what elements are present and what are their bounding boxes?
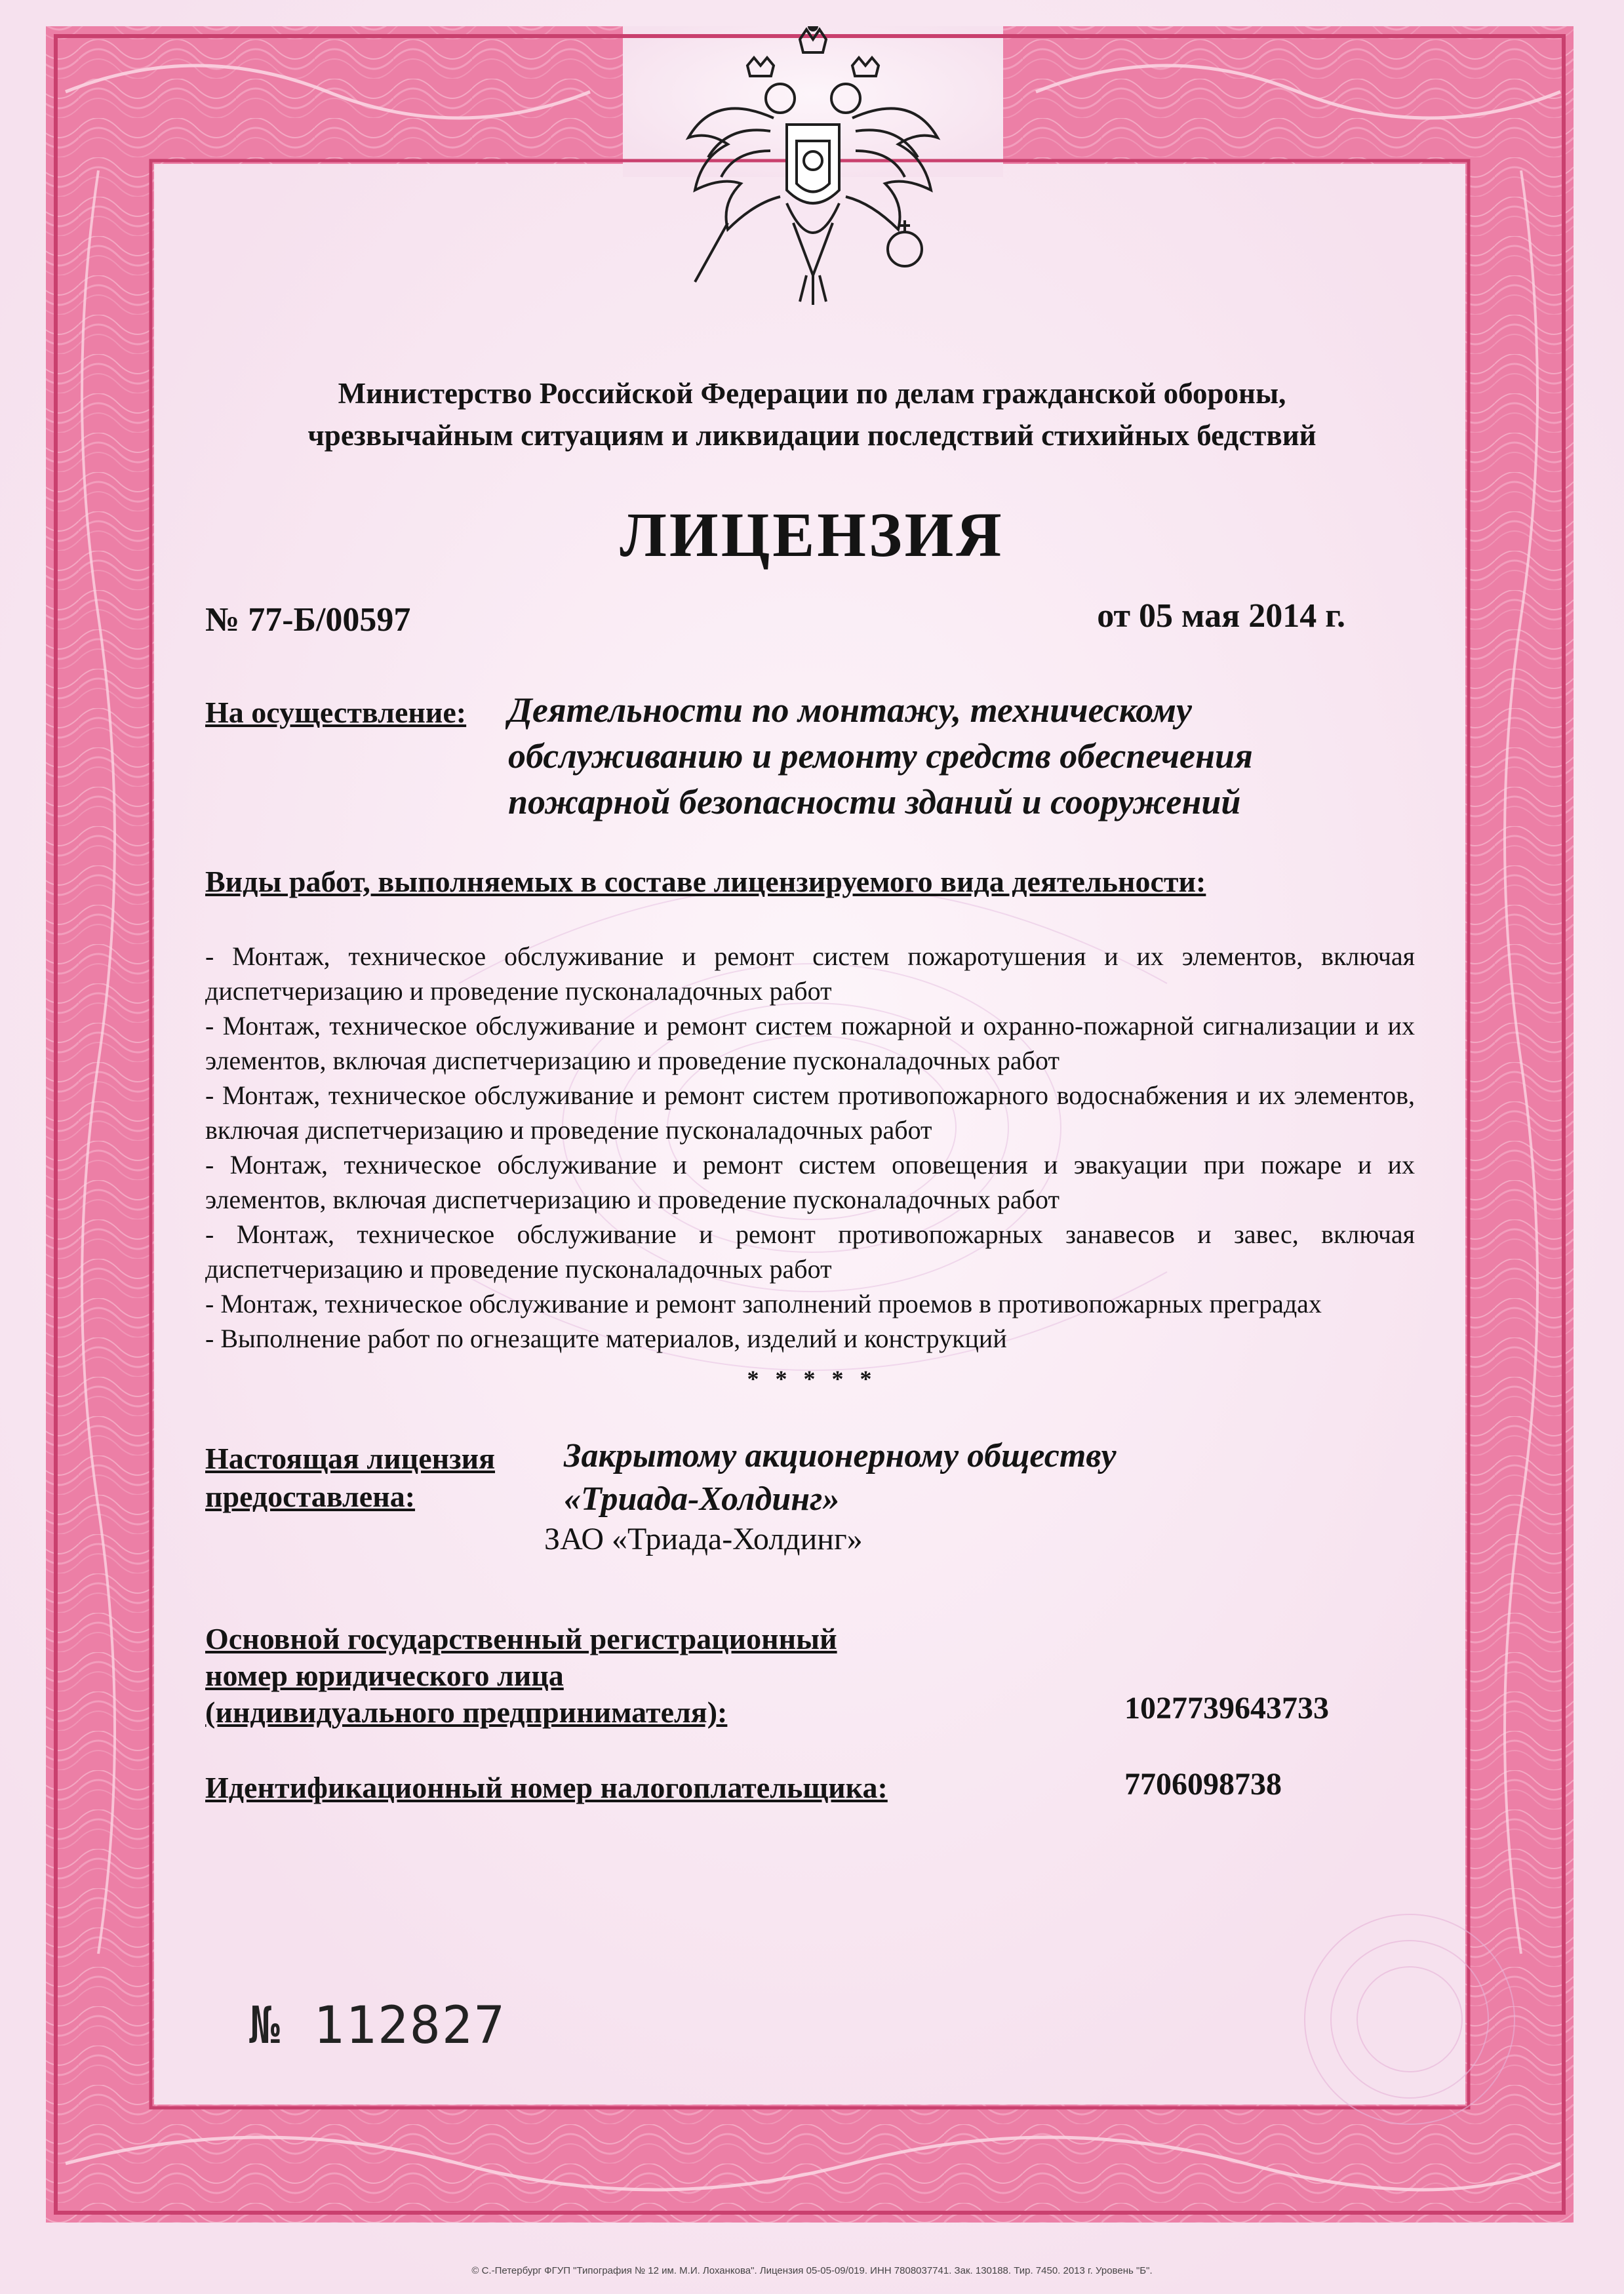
activity-line-2: обслуживанию и ремонту средств обеспечения: [508, 736, 1253, 776]
ministry-line-2: чрезвычайным ситуациям и ликвидации последствий стихийных бедствий: [307, 419, 1317, 452]
activity-line-3: пожарной безопасности зданий и сооружений: [508, 782, 1241, 821]
ogrn-label-line-3: (индивидуального предпринимателя):: [205, 1695, 728, 1729]
works-item-6: - Монтаж, техническое обслуживание и ремонт заполнений проемов в противопожарных преградах: [205, 1289, 1322, 1318]
works-item-1: - Монтаж, техническое обслуживание и ремонт систем пожаротушения и их элементов, включая диспетчеризацию и проведение пусконаладочных работ: [205, 941, 1415, 1006]
license-number: № 77-Б/00597: [205, 601, 411, 639]
grantee-label-line-1: Настоящая лицензия: [205, 1442, 496, 1475]
grantee-label: [205, 1440, 495, 1516]
ogrn-label: [205, 1621, 837, 1731]
blank-serial-number: № 112827: [249, 1996, 506, 2055]
activity-line-1: Деятельности по монтажу, техническому: [508, 690, 1193, 730]
grantee-full-line-2: «Триада-Холдинг»: [564, 1480, 840, 1518]
activity-description: [508, 687, 1253, 825]
grantee-label-line-2: предоставлена:: [205, 1480, 416, 1513]
ogrn-label-line-1: Основной государственный регистрационный: [205, 1622, 837, 1655]
document-title: ЛИЦЕНЗИЯ: [620, 500, 1004, 570]
grantee-full-name: [564, 1434, 1117, 1521]
works-item-4: - Монтаж, техническое обслуживание и ремонт систем оповещения и эвакуации при пожаре и их элементов, включая диспетчеризацию и проведение пусконаладочных работ: [205, 1150, 1415, 1214]
ogrn-label-line-2: номер юридического лица: [205, 1659, 564, 1692]
inn-value: 7706098738: [1124, 1767, 1282, 1802]
works-item-3: - Монтаж, техническое обслуживание и ремонт систем противопожарного водоснабжения и их элементов, включая диспетчеризацию и проведение пусконаладочных работ: [205, 1080, 1415, 1145]
ministry-line-1: Министерство Российской Федерации по делам гражданской обороны,: [338, 377, 1286, 410]
works-item-5: - Монтаж, техническое обслуживание и ремонт противопожарных занавесов и завес, включая диспетчеризацию и проведение пусконаладочных работ: [205, 1219, 1415, 1284]
works-item-7: - Выполнение работ по огнезащите материалов, изделий и конструкций: [205, 1324, 1007, 1353]
grantee-short-name: ЗАО «Триада-Холдинг»: [544, 1522, 863, 1556]
works-label: Виды работ, выполняемых в составе лицензируемого вида деятельности:: [205, 865, 1206, 898]
works-list: [205, 939, 1415, 1356]
grantee-full-line-1: Закрытому акционерному обществу: [564, 1437, 1117, 1474]
printer-imprint: © С.-Петербург ФГУП "Типография № 12 им. М.И. Лоханкова". Лицензия 05-05-09/019. ИНН 7808037741. Зак. 130188. Тир. 7450. 2013 г. Уровень "Б".: [471, 2265, 1153, 2276]
license-date: от 05 мая 2014 г.: [1097, 597, 1345, 635]
section-separator: * * * * *: [747, 1366, 877, 1392]
works-item-2: - Монтаж, техническое обслуживание и ремонт систем пожарной и охранно-пожарной сигнализации и их элементов, включая диспетчеризацию и проведение пусконаладочных работ: [205, 1011, 1415, 1075]
ogrn-value: 1027739643733: [1124, 1691, 1329, 1726]
ministry-name: [131, 372, 1493, 456]
inn-label: Идентификационный номер налогоплательщика:: [205, 1771, 888, 1804]
coat-of-arms-emblem: [656, 26, 970, 315]
activity-label: На осуществление:: [205, 696, 467, 729]
